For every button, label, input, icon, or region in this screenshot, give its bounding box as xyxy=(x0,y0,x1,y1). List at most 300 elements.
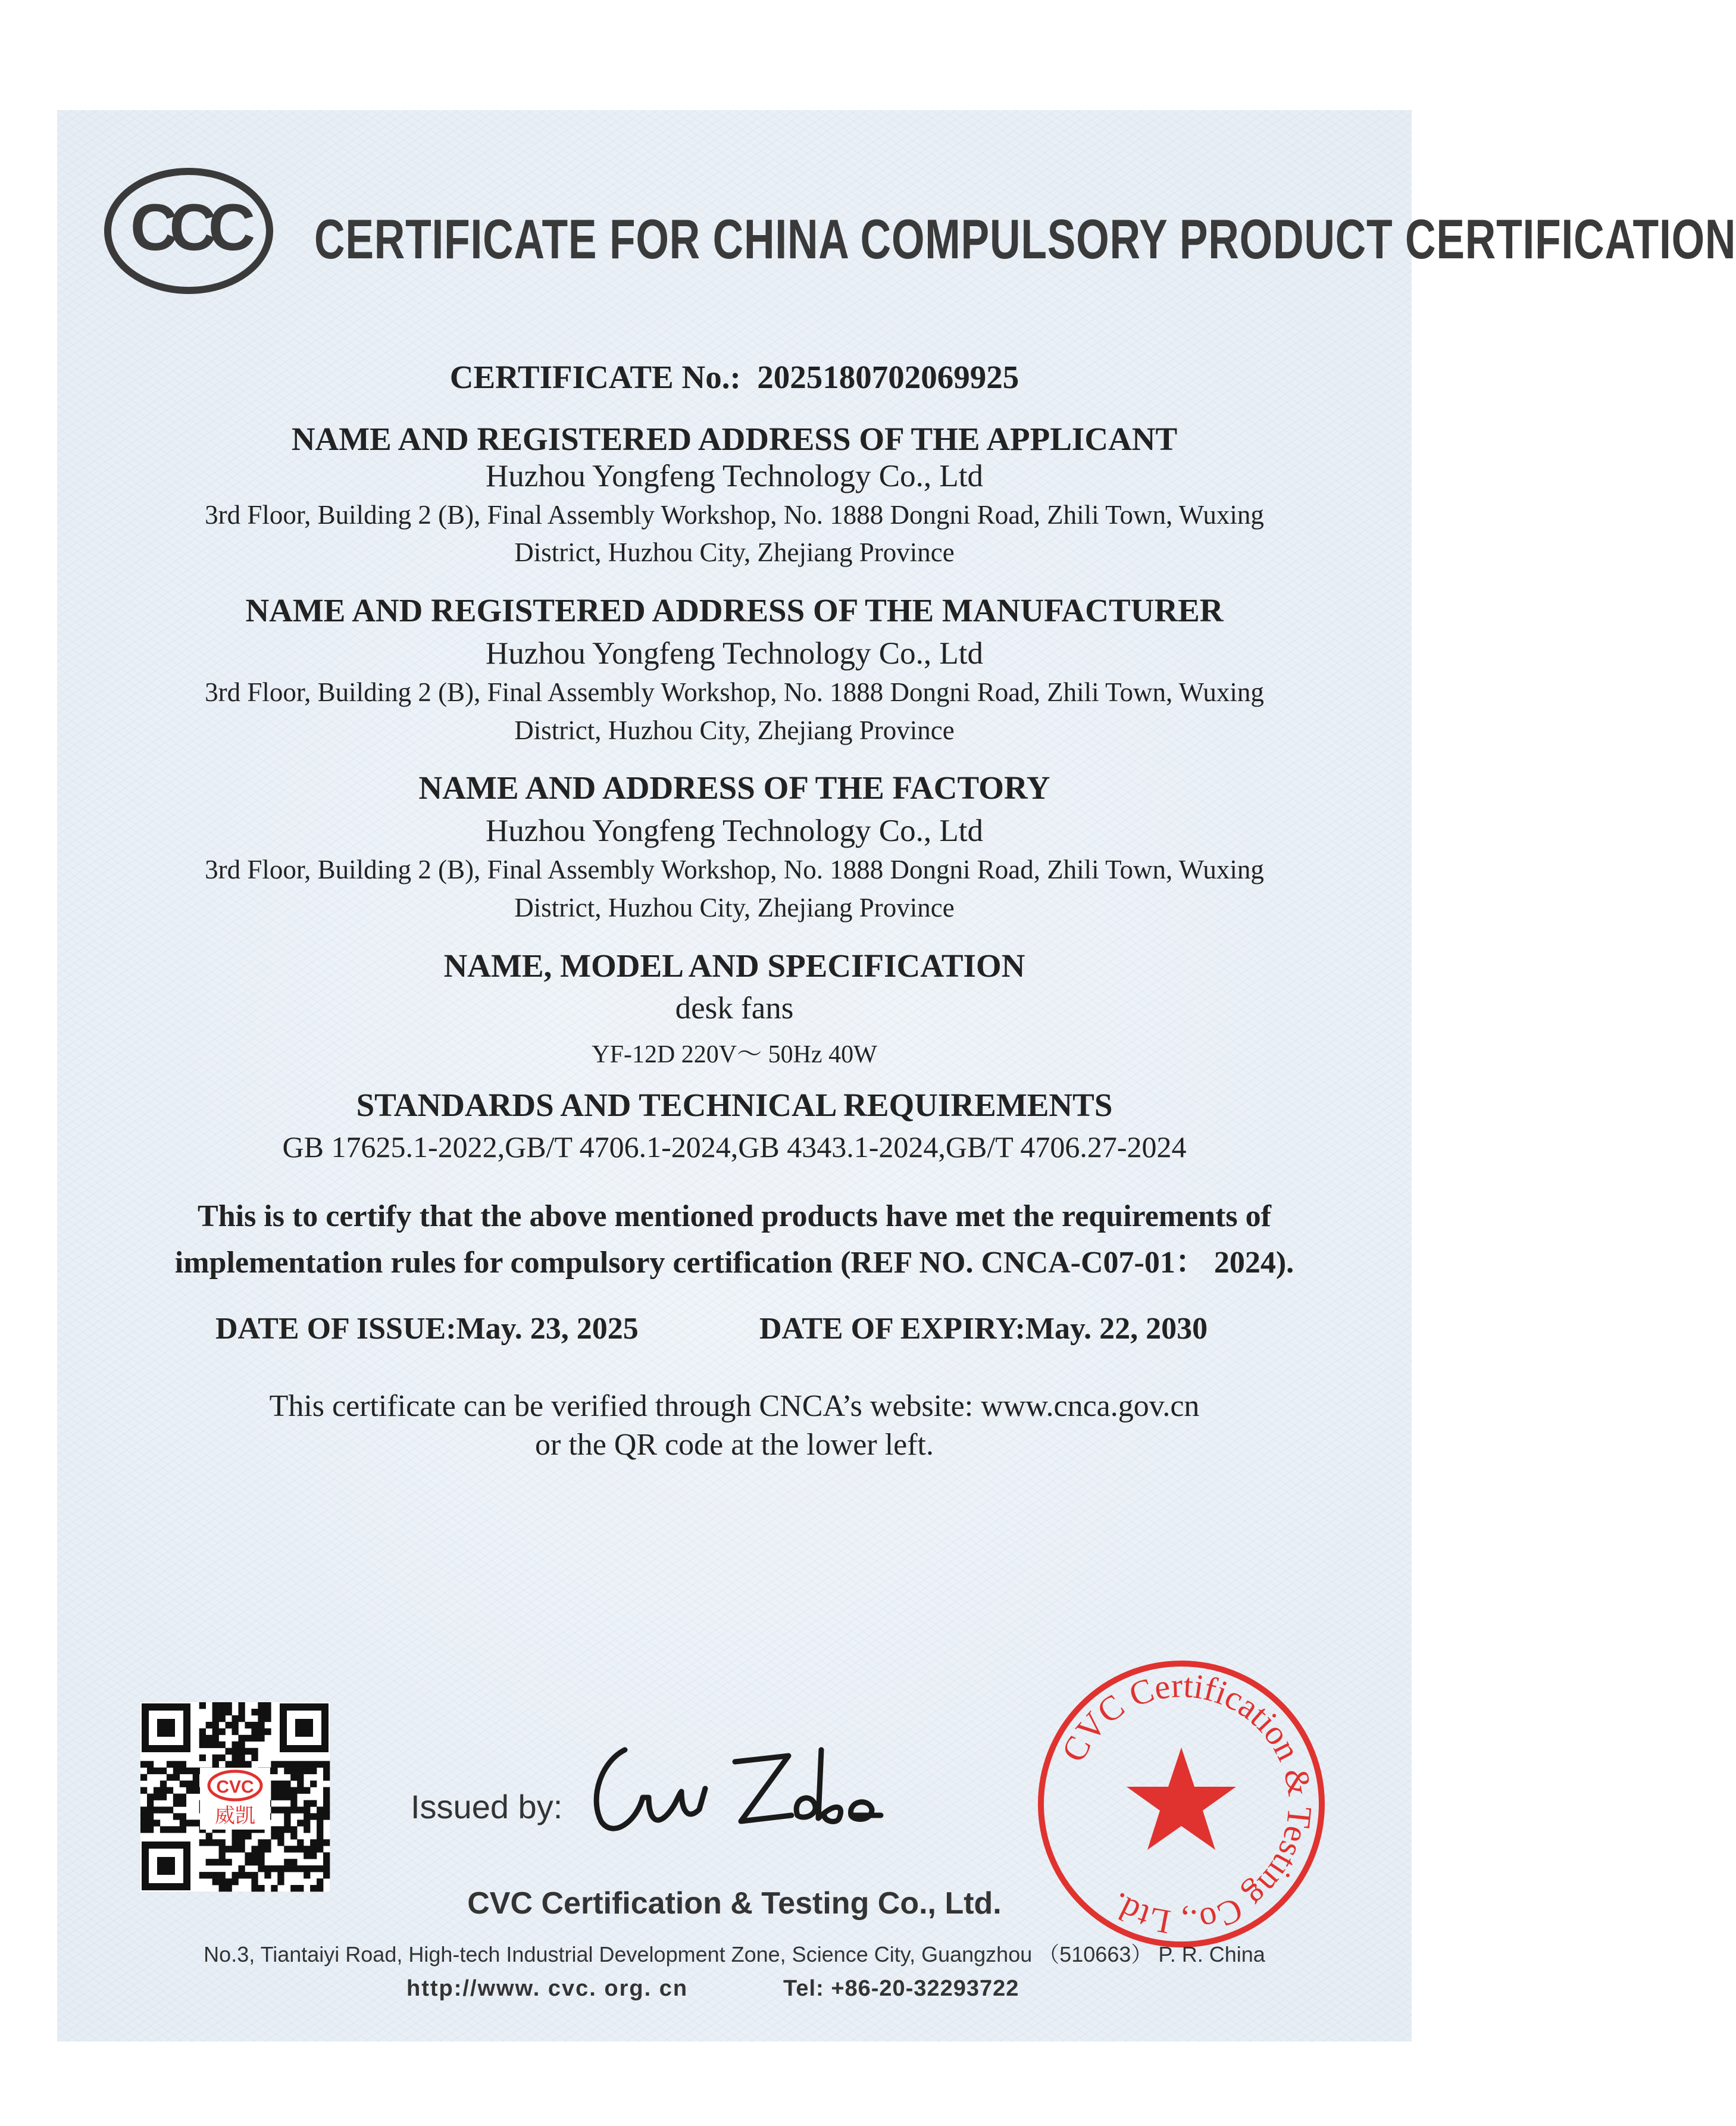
qr-module xyxy=(206,1722,212,1728)
qr-module xyxy=(245,1852,251,1859)
qr-module xyxy=(284,1826,290,1833)
qr-module xyxy=(160,1768,167,1774)
qr-module xyxy=(147,1794,154,1800)
qr-module xyxy=(317,1878,323,1885)
qr-module xyxy=(290,1806,297,1813)
qr-module xyxy=(245,1761,251,1768)
signature xyxy=(583,1726,893,1845)
qr-module xyxy=(297,1806,304,1813)
factory-address-line2: District, Huzhou City, Zhejiang Province xyxy=(514,893,955,923)
qr-module xyxy=(317,1819,323,1826)
qr-module xyxy=(219,1852,226,1859)
qr-module xyxy=(180,1761,186,1768)
qr-module xyxy=(199,1872,206,1878)
qr-module xyxy=(271,1787,277,1794)
qr-module xyxy=(271,1761,277,1768)
verification-line2: or the QR code at the lower left. xyxy=(535,1428,934,1462)
qr-module xyxy=(212,1728,219,1735)
standards-heading: STANDARDS AND TECHNICAL REQUIREMENTS xyxy=(356,1087,1113,1123)
qr-module xyxy=(277,1865,284,1872)
qr-module xyxy=(304,1865,310,1872)
telephone-label: Tel: xyxy=(783,1976,824,2001)
applicant-name: Huzhou Yongfeng Technology Co., Ltd xyxy=(486,459,983,493)
qr-module xyxy=(238,1761,245,1768)
qr-module xyxy=(323,1761,330,1768)
qr-module xyxy=(219,1872,226,1878)
certify-statement-line1: This is to certify that the above mentioned products have met the requirements of xyxy=(198,1199,1271,1233)
qr-module xyxy=(251,1852,258,1859)
qr-module xyxy=(304,1813,310,1819)
qr-module xyxy=(219,1755,226,1761)
qr-module xyxy=(226,1702,232,1709)
qr-module xyxy=(258,1735,264,1742)
product-heading: NAME, MODEL AND SPECIFICATION xyxy=(443,948,1025,984)
qr-badge-text: CVC xyxy=(216,1777,254,1797)
qr-module xyxy=(323,1839,330,1846)
qr-module xyxy=(284,1806,290,1813)
qr-module xyxy=(186,1787,193,1794)
qr-module xyxy=(245,1748,251,1755)
qr-module xyxy=(226,1878,232,1885)
qr-module xyxy=(284,1813,290,1819)
qr-module xyxy=(226,1722,232,1728)
qr-module xyxy=(258,1709,264,1715)
ccc-logo-text: CCC xyxy=(130,191,248,264)
qr-module xyxy=(264,1728,271,1735)
qr-module xyxy=(317,1813,323,1819)
qr-module xyxy=(147,1813,154,1819)
qr-module xyxy=(264,1839,271,1846)
qr-module xyxy=(290,1768,297,1774)
qr-module xyxy=(212,1839,219,1846)
qr-module xyxy=(251,1878,258,1885)
qr-module xyxy=(199,1839,206,1846)
qr-module xyxy=(238,1748,245,1755)
qr-module xyxy=(264,1715,271,1722)
qr-module xyxy=(304,1819,310,1826)
qr-module xyxy=(258,1846,264,1852)
qr-module xyxy=(173,1768,180,1774)
qr-module xyxy=(323,1872,330,1878)
qr-module xyxy=(317,1846,323,1852)
qr-module xyxy=(251,1872,258,1878)
qr-module xyxy=(290,1800,297,1806)
qr-module xyxy=(264,1865,271,1872)
qr-module xyxy=(238,1742,245,1748)
qr-module xyxy=(167,1787,173,1794)
qr-module xyxy=(317,1839,323,1846)
qr-module xyxy=(310,1761,317,1768)
qr-module xyxy=(323,1800,330,1806)
telephone-number: +86-20-32293722 xyxy=(831,1976,1019,2001)
qr-module xyxy=(323,1768,330,1774)
qr-module xyxy=(226,1859,232,1865)
qr-module xyxy=(147,1768,154,1774)
applicant-address-line1: 3rd Floor, Building 2 (B), Final Assembly Workshop, No. 1888 Dongni Road, Zhili Town, Wuxing xyxy=(205,500,1264,530)
qr-module xyxy=(199,1735,206,1742)
qr-module xyxy=(258,1852,264,1859)
qr-module xyxy=(232,1878,239,1885)
qr-module xyxy=(290,1787,297,1794)
qr-module xyxy=(238,1872,245,1878)
qr-module xyxy=(310,1768,317,1774)
issuer-address: No.3, Tiantaiyi Road, High-tech Industrial Development Zone, Science City, Guangzhou （510663） P. R. China xyxy=(204,1942,1265,1966)
certificate-number: 2025180702069925 xyxy=(757,359,1019,395)
qr-module xyxy=(232,1833,239,1839)
seal-ring-text: CVC Certification & Testing Co., Ltd. xyxy=(1053,1665,1320,1943)
qr-module xyxy=(290,1761,297,1768)
qr-module xyxy=(317,1865,323,1872)
qr-module xyxy=(290,1794,297,1800)
qr-module xyxy=(238,1709,245,1715)
qr-module xyxy=(323,1859,330,1865)
qr-module xyxy=(238,1735,245,1742)
date-of-issue-label: DATE OF ISSUE: xyxy=(215,1312,456,1346)
qr-module xyxy=(264,1709,271,1715)
qr-module xyxy=(317,1761,323,1768)
qr-module xyxy=(167,1774,173,1781)
qr-module xyxy=(212,1872,219,1878)
qr-module xyxy=(206,1839,212,1846)
product-model: YF-12D 220V～ 50Hz 40W xyxy=(592,1041,877,1068)
qr-module xyxy=(264,1846,271,1852)
qr-module xyxy=(193,1768,199,1774)
qr-module xyxy=(297,1787,304,1794)
qr-module xyxy=(304,1806,310,1813)
qr-module xyxy=(277,1794,284,1800)
qr-module xyxy=(154,1819,160,1826)
qr-module xyxy=(212,1859,219,1865)
qr-module xyxy=(226,1846,232,1852)
issuer-organization-name: CVC Certification & Testing Co., Ltd. xyxy=(467,1886,1002,1921)
qr-module xyxy=(310,1846,317,1852)
qr-module xyxy=(160,1806,167,1813)
qr-module xyxy=(258,1722,264,1728)
qr-module xyxy=(323,1794,330,1800)
certificate-number-label: CERTIFICATE No.: xyxy=(449,359,741,395)
qr-module xyxy=(304,1826,310,1833)
qr-module xyxy=(277,1878,284,1885)
qr-module xyxy=(323,1806,330,1813)
certificate-title: CERTIFICATE FOR CHINA COMPULSORY PRODUCT CERTIFICATION xyxy=(314,208,1736,270)
qr-module xyxy=(317,1826,323,1833)
qr-module xyxy=(258,1715,264,1722)
qr-module xyxy=(154,1794,160,1800)
qr-module xyxy=(140,1813,147,1819)
qr-module xyxy=(147,1800,154,1806)
qr-module xyxy=(304,1787,310,1794)
qr-module xyxy=(180,1819,186,1826)
qr-module xyxy=(284,1761,290,1768)
qr-module xyxy=(180,1800,186,1806)
qr-module xyxy=(173,1813,180,1819)
qr-module xyxy=(251,1859,258,1865)
qr-module xyxy=(238,1755,245,1761)
manufacturer-address-line1: 3rd Floor, Building 2 (B), Final Assembly Workshop, No. 1888 Dongni Road, Zhili Town, Wuxing xyxy=(205,677,1264,707)
seal-star xyxy=(1127,1747,1236,1850)
qr-module xyxy=(277,1781,284,1787)
qr-module xyxy=(147,1761,154,1768)
applicant-heading: NAME AND REGISTERED ADDRESS OF THE APPLICANT xyxy=(291,421,1178,457)
qr-module xyxy=(212,1735,219,1742)
qr-code[interactable] xyxy=(140,1702,330,1891)
qr-module xyxy=(297,1839,304,1846)
qr-module xyxy=(238,1839,245,1846)
qr-module xyxy=(304,1768,310,1774)
qr-module xyxy=(277,1872,284,1878)
qr-module xyxy=(212,1702,219,1709)
qr-module xyxy=(284,1819,290,1826)
qr-module xyxy=(199,1755,206,1761)
qr-module xyxy=(277,1806,284,1813)
qr-module xyxy=(160,1787,167,1794)
qr-module xyxy=(199,1702,206,1709)
qr-module xyxy=(154,1806,160,1813)
qr-module xyxy=(271,1781,277,1787)
qr-module xyxy=(232,1715,239,1722)
qr-module xyxy=(140,1761,147,1768)
qr-module xyxy=(226,1748,232,1755)
qr-module xyxy=(180,1768,186,1774)
qr-module xyxy=(226,1709,232,1715)
qr-module xyxy=(206,1872,212,1878)
qr-module xyxy=(154,1768,160,1774)
qr-module xyxy=(310,1781,317,1787)
qr-module xyxy=(147,1806,154,1813)
qr-module xyxy=(154,1787,160,1794)
qr-module xyxy=(206,1735,212,1742)
qr-module xyxy=(140,1826,147,1833)
product-name: desk fans xyxy=(675,991,794,1026)
qr-module xyxy=(186,1768,193,1774)
certify-statement-line2: implementation rules for compulsory certification (REF NO. CNCA-C07-01： 2024). xyxy=(174,1246,1294,1280)
qr-module xyxy=(251,1735,258,1742)
qr-module xyxy=(206,1742,212,1748)
qr-module xyxy=(219,1715,226,1722)
qr-module xyxy=(297,1768,304,1774)
qr-module xyxy=(160,1781,167,1787)
qr-module xyxy=(219,1878,226,1885)
qr-module xyxy=(232,1748,239,1755)
qr-module xyxy=(258,1859,264,1865)
verification-line1: This certificate can be verified through CNCA’s website: www.cnca.gov.cn xyxy=(269,1389,1200,1423)
qr-module xyxy=(245,1722,251,1728)
qr-module xyxy=(251,1709,258,1715)
qr-module xyxy=(167,1761,173,1768)
qr-module xyxy=(310,1813,317,1819)
qr-module xyxy=(271,1833,277,1839)
qr-module xyxy=(232,1761,239,1768)
applicant-address-line2: District, Huzhou City, Zhejiang Province xyxy=(514,537,955,567)
qr-module xyxy=(251,1846,258,1852)
issuer-website[interactable]: http://www. cvc. org. cn xyxy=(406,1976,689,2001)
qr-module xyxy=(193,1774,199,1781)
qr-module xyxy=(251,1755,258,1761)
qr-module xyxy=(219,1846,226,1852)
qr-module xyxy=(277,1787,284,1794)
factory-heading: NAME AND ADDRESS OF THE FACTORY xyxy=(418,770,1050,806)
ccc-logo xyxy=(102,167,275,295)
qr-module xyxy=(284,1768,290,1774)
qr-module xyxy=(284,1859,290,1865)
qr-module xyxy=(317,1833,323,1839)
manufacturer-heading: NAME AND REGISTERED ADDRESS OF THE MANUFACTURER xyxy=(245,592,1224,629)
qr-module xyxy=(147,1826,154,1833)
qr-module xyxy=(206,1859,212,1865)
certificate-number-line xyxy=(57,358,1412,396)
qr-module xyxy=(271,1768,277,1774)
qr-module xyxy=(238,1715,245,1722)
qr-module xyxy=(232,1742,239,1748)
qr-module xyxy=(297,1761,304,1768)
qr-module xyxy=(173,1826,180,1833)
qr-module xyxy=(212,1878,219,1885)
qr-module xyxy=(219,1702,226,1709)
qr-module xyxy=(290,1865,297,1872)
qr-module xyxy=(284,1781,290,1787)
qr-module xyxy=(297,1846,304,1852)
qr-module xyxy=(310,1800,317,1806)
qr-module xyxy=(212,1715,219,1722)
qr-module xyxy=(271,1806,277,1813)
qr-module xyxy=(258,1728,264,1735)
qr-module xyxy=(258,1865,264,1872)
qr-module xyxy=(323,1813,330,1819)
qr-module xyxy=(219,1742,226,1748)
issuer-telephone xyxy=(783,1976,1019,2002)
qr-module xyxy=(238,1833,245,1839)
qr-module xyxy=(277,1826,284,1833)
qr-module xyxy=(304,1872,310,1878)
qr-cvc-badge xyxy=(200,1768,270,1830)
date-of-issue-value: May. 23, 2025 xyxy=(456,1312,639,1346)
qr-module xyxy=(140,1774,147,1781)
qr-module xyxy=(310,1865,317,1872)
qr-module xyxy=(219,1839,226,1846)
qr-module xyxy=(284,1846,290,1852)
qr-module xyxy=(193,1781,199,1787)
qr-module xyxy=(173,1774,180,1781)
qr-module xyxy=(173,1800,180,1806)
qr-module xyxy=(310,1852,317,1859)
date-of-expiry xyxy=(759,1311,1208,1346)
qr-module xyxy=(186,1819,193,1826)
manufacturer-address-line2: District, Huzhou City, Zhejiang Province xyxy=(514,715,955,745)
qr-module xyxy=(206,1833,212,1839)
qr-module xyxy=(304,1852,310,1859)
manufacturer-name: Huzhou Yongfeng Technology Co., Ltd xyxy=(486,636,983,671)
qr-module xyxy=(219,1728,226,1735)
qr-module xyxy=(297,1865,304,1872)
qr-module xyxy=(304,1761,310,1768)
qr-module xyxy=(245,1859,251,1865)
qr-module xyxy=(258,1839,264,1846)
qr-module xyxy=(180,1794,186,1800)
issued-by-label: Issued by: xyxy=(411,1788,563,1825)
qr-module xyxy=(290,1846,297,1852)
qr-module xyxy=(264,1872,271,1878)
qr-module xyxy=(245,1872,251,1878)
date-of-expiry-label: DATE OF EXPIRY: xyxy=(759,1312,1025,1346)
qr-module xyxy=(258,1702,264,1709)
qr-module xyxy=(199,1728,206,1735)
qr-module xyxy=(297,1774,304,1781)
qr-module xyxy=(199,1742,206,1748)
qr-module xyxy=(160,1794,167,1800)
qr-module xyxy=(167,1806,173,1813)
qr-module xyxy=(304,1846,310,1852)
qr-module xyxy=(277,1761,284,1768)
qr-module xyxy=(232,1872,239,1878)
qr-module xyxy=(212,1755,219,1761)
qr-module xyxy=(212,1709,219,1715)
qr-module xyxy=(310,1839,317,1846)
qr-module xyxy=(186,1781,193,1787)
qr-module xyxy=(232,1846,239,1852)
qr-badge-subtext: 威凯 xyxy=(215,1804,255,1828)
qr-module xyxy=(245,1735,251,1742)
qr-module xyxy=(323,1787,330,1794)
qr-module xyxy=(297,1819,304,1826)
qr-module xyxy=(238,1846,245,1852)
qr-module xyxy=(173,1761,180,1768)
qr-module xyxy=(317,1806,323,1813)
qr-module xyxy=(232,1728,239,1735)
qr-module xyxy=(147,1819,154,1826)
qr-module xyxy=(140,1787,147,1794)
qr-module xyxy=(180,1813,186,1819)
standards-list: GB 17625.1-2022,GB/T 4706.1-2024,GB 4343.1-2024,GB/T 4706.27-2024 xyxy=(282,1130,1187,1164)
qr-module xyxy=(167,1826,173,1833)
qr-module xyxy=(219,1859,226,1865)
qr-module xyxy=(180,1826,186,1833)
factory-name: Huzhou Yongfeng Technology Co., Ltd xyxy=(486,814,983,848)
qr-module xyxy=(232,1839,239,1846)
factory-address-line1: 3rd Floor, Building 2 (B), Final Assembly Workshop, No. 1888 Dongni Road, Zhili Town, Wuxing xyxy=(205,855,1264,884)
qr-module xyxy=(193,1819,199,1826)
date-of-issue xyxy=(215,1311,639,1346)
qr-module xyxy=(238,1865,245,1872)
qr-module xyxy=(212,1742,219,1748)
qr-module xyxy=(212,1761,219,1768)
date-of-expiry-value: May. 22, 2030 xyxy=(1025,1312,1208,1346)
qr-module xyxy=(271,1865,277,1872)
qr-module xyxy=(304,1800,310,1806)
qr-module xyxy=(180,1781,186,1787)
qr-module xyxy=(251,1722,258,1728)
qr-module xyxy=(160,1826,167,1833)
qr-module xyxy=(238,1702,245,1709)
qr-module xyxy=(290,1859,297,1865)
qr-module xyxy=(323,1774,330,1781)
qr-module xyxy=(264,1702,271,1709)
qr-module xyxy=(251,1728,258,1735)
qr-module xyxy=(226,1761,232,1768)
qr-module xyxy=(271,1826,277,1833)
qr-module xyxy=(173,1794,180,1800)
qr-module xyxy=(140,1806,147,1813)
qr-module xyxy=(277,1839,284,1846)
qr-module xyxy=(219,1709,226,1715)
qr-module xyxy=(140,1819,147,1826)
qr-module xyxy=(251,1748,258,1755)
qr-module xyxy=(323,1865,330,1872)
qr-module xyxy=(271,1794,277,1800)
qr-module xyxy=(232,1755,239,1761)
qr-module xyxy=(323,1852,330,1859)
qr-module xyxy=(297,1781,304,1787)
qr-module xyxy=(290,1833,297,1839)
